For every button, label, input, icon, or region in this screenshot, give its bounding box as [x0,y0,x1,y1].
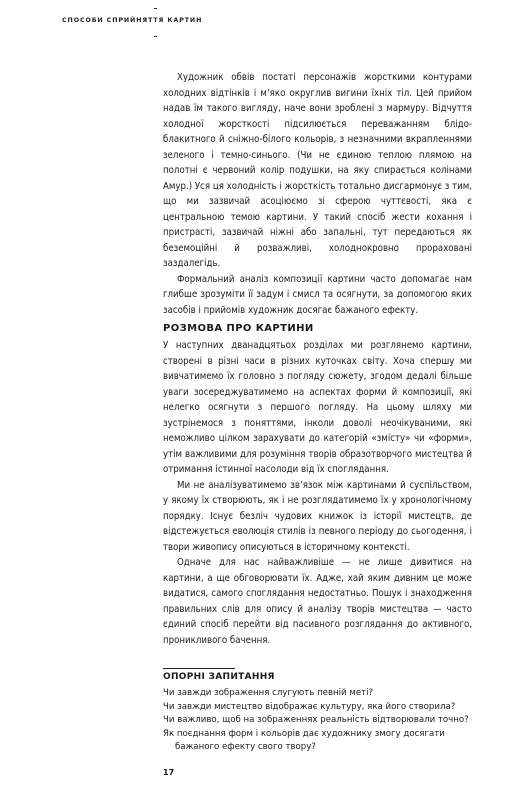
header-tick-mark-bottom [154,36,157,37]
section-paragraph: Ми не аналізуватимемо зв’язок між картинами й суспільством, у якому їх створюють, як і не розглядатимемо їх у хронологічному порядку. Існує безліч чудових книжок із історії мистецтв, де відстежується еволюція стилів із певного періоду до сьогодення, і твори живопису описуються в історичному контексті. [163,479,472,553]
question-item: Як поєднання форм і кольорів дає художнику змогу досягати бажаного ефекту свого твору? [163,728,445,752]
question-item: Чи завжди зображення слугують певній меті? [163,688,374,698]
questions-list [163,687,472,755]
intro-text-block [163,70,472,318]
section-paragraph: Одначе для нас найважливіше — не лише дивитися на картини, а ще обговорювати їх. Адже, хай яким дивним це може видатися, самого споглядання недостатньо. Пошук і знаходження правильних слів для опису й аналізу творів мистецтва — часто єдиний спосіб перейти від пасивного розглядання до активного, проникливого бачення. [163,557,472,646]
questions-heading: ОПОРНІ ЗАПИТАННЯ [163,672,275,682]
running-head: СПОСОБИ СПРИЙНЯТТЯ КАРТИН [62,17,203,24]
section-text-block [163,338,472,648]
header-tick-mark-top [154,8,157,9]
section-paragraph: У наступних дванадцятьох розділах ми розглянемо картини, створені в різні часи в різних куточках світу. Хоча спершу ми вивчатимемо їх головно з погляду сюжету, згодом дедалі більше уваги зосереджуватимемо на аспектах форми й композиції, які нелегко осягнути з першого погляду. На цьому шляху ми зустрінемося з поняттями, інколи доволі неочікуваними, які неможливо цілком зарахувати до категорій «змісту» чи «форми», утім важливими для розуміння творів образотворчого мистецтва й отримання істинної насолоди від їх споглядання. [163,340,472,475]
intro-paragraph: Художник обвів постаті персонажів жорсткими контурами холодних відтінків і м’яко округлив вигини їхніх тіл. Цей прийом надав їм такого вигляду, наче вони зроблені з мармуру. Відчуття холодної жорсткості підсилюється переважанням блідо-блакитного й сніжно-білого кольорів, з незначними вкрапленнями зеленого і темно-синього. (Чи не єдиною теплою плямою на полотні є червоний колір подушки, на яку спирається колінами Амур.) Уся ця холодність і жорсткість тотально дисгармонує з тим, що ми зазвичай асоціюємо зі сферою чуттєвості, яка є центральною темою картини. У такий спосіб жести кохання і пристрасті, зазвичай ніжні або запальні, тут передаються як беземоційні й розважливі, холоднокровно прораховані заздалегідь. [163,72,472,269]
question-item: Чи завжди мистецтво відображає культуру, яка його створила? [163,701,456,712]
section-heading: РОЗМОВА ПРО КАРТИНИ [163,323,314,334]
page-number: 17 [163,768,175,777]
question-item: Чи важливо, щоб на зображеннях реальність відтворювали точно? [163,715,469,725]
questions-divider [163,668,235,669]
intro-paragraph: Формальний аналіз композиції картини часто допомагає нам глибше зрозуміти її задум і смисл та осягнути, за допомогою яких засобів і прийомів художник досягає бажаного ефекту. [163,273,472,316]
